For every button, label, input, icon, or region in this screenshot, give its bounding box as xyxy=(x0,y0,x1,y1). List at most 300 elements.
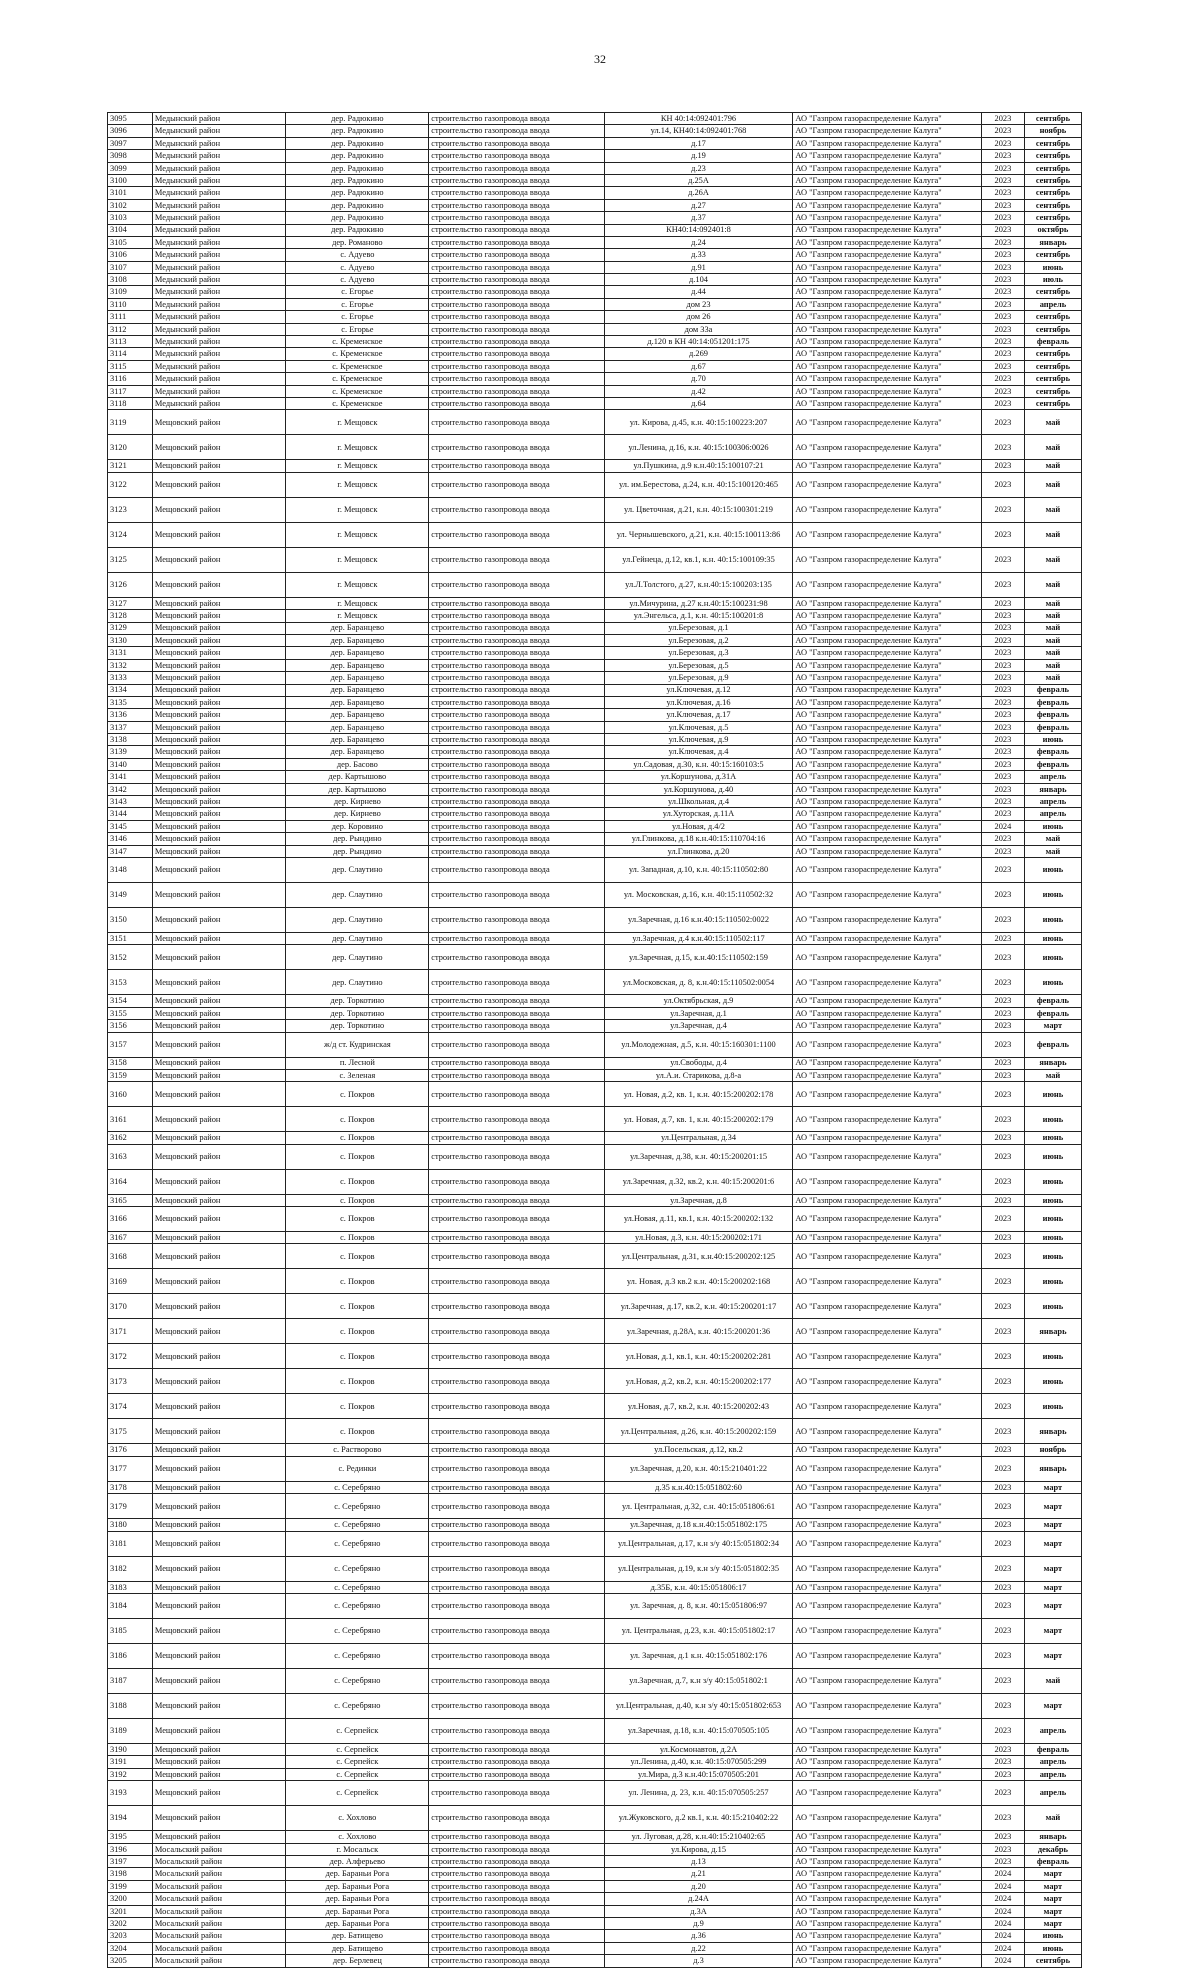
table-row xyxy=(108,472,1082,497)
work-type-cell: строительство газопровода ввода xyxy=(429,261,604,273)
district-cell: Мещовский район xyxy=(152,1494,286,1519)
address-cell: ул.Заречная, д.1 xyxy=(604,1007,793,1019)
work-type-cell: строительство газопровода ввода xyxy=(429,945,604,970)
address-cell: ул. Луговая, д.28, к.н.40:15:210402:65 xyxy=(604,1831,793,1843)
district-cell: Мещовский район xyxy=(152,1132,286,1144)
month-cell: февраль xyxy=(1024,995,1081,1007)
address-cell: ул.Заречная, д.7, к.н з/у 40:15:051802:1 xyxy=(604,1669,793,1694)
register-body xyxy=(108,113,1082,1968)
year-cell: 2023 xyxy=(982,597,1025,609)
month-cell: февраль xyxy=(1024,746,1081,758)
row-number-cell: 3187 xyxy=(108,1669,153,1694)
month-cell: апрель xyxy=(1024,796,1081,808)
settlement-cell: г. Мещовск xyxy=(286,410,429,435)
work-type-cell: строительство газопровода ввода xyxy=(429,684,604,696)
year-cell: 2023 xyxy=(982,1369,1025,1394)
district-cell: Медынский район xyxy=(152,348,286,360)
organization-cell: АО "Газпром газораспределение Калуга" xyxy=(793,1619,982,1644)
address-cell: д.36 xyxy=(604,1930,793,1942)
settlement-cell: с. Серпейск xyxy=(286,1719,429,1744)
month-cell: сентябрь xyxy=(1024,162,1081,174)
settlement-cell: дер. Радюкино xyxy=(286,150,429,162)
row-number-cell: 3135 xyxy=(108,696,153,708)
district-cell: Медынский район xyxy=(152,125,286,137)
table-row xyxy=(108,323,1082,335)
address-cell: д.24А xyxy=(604,1893,793,1905)
table-row xyxy=(108,360,1082,372)
year-cell: 2023 xyxy=(982,274,1025,286)
organization-cell: АО "Газпром газораспределение Калуга" xyxy=(793,1232,982,1244)
address-cell: д.17 xyxy=(604,137,793,149)
year-cell: 2023 xyxy=(982,311,1025,323)
work-type-cell: строительство газопровода ввода xyxy=(429,1531,604,1556)
work-type-cell: строительство газопровода ввода xyxy=(429,323,604,335)
work-type-cell: строительство газопровода ввода xyxy=(429,1942,604,1954)
organization-cell: АО "Газпром газораспределение Калуга" xyxy=(793,684,982,696)
organization-cell: АО "Газпром газораспределение Калуга" xyxy=(793,1444,982,1456)
year-cell: 2023 xyxy=(982,746,1025,758)
table-row xyxy=(108,1169,1082,1194)
organization-cell: АО "Газпром газораспределение Калуга" xyxy=(793,286,982,298)
district-cell: Мещовский район xyxy=(152,460,286,472)
district-cell: Мещовский район xyxy=(152,1831,286,1843)
district-cell: Мещовский район xyxy=(152,758,286,770)
table-row xyxy=(108,970,1082,995)
organization-cell: АО "Газпром газораспределение Калуга" xyxy=(793,113,982,125)
table-row xyxy=(108,187,1082,199)
table-row xyxy=(108,1756,1082,1768)
address-cell: ул.Садовая, д.30, к.н. 40:15:160103:5 xyxy=(604,758,793,770)
organization-cell: АО "Газпром газораспределение Калуга" xyxy=(793,734,982,746)
year-cell: 2023 xyxy=(982,137,1025,149)
settlement-cell: с. Серпейск xyxy=(286,1744,429,1756)
settlement-cell: дер. Батищево xyxy=(286,1942,429,1954)
district-cell: Мосальский район xyxy=(152,1930,286,1942)
month-cell: апрель xyxy=(1024,808,1081,820)
organization-cell: АО "Газпром газораспределение Калуга" xyxy=(793,1694,982,1719)
address-cell: д.21 xyxy=(604,1868,793,1880)
table-row xyxy=(108,1893,1082,1905)
work-type-cell: строительство газопровода ввода xyxy=(429,336,604,348)
organization-cell: АО "Газпром газораспределение Калуга" xyxy=(793,882,982,907)
address-cell: ул.Березовая, д.5 xyxy=(604,659,793,671)
work-type-cell: строительство газопровода ввода xyxy=(429,647,604,659)
row-number-cell: 3152 xyxy=(108,945,153,970)
row-number-cell: 3176 xyxy=(108,1444,153,1456)
row-number-cell: 3156 xyxy=(108,1020,153,1032)
district-cell: Мещовский район xyxy=(152,1082,286,1107)
district-cell: Мещовский район xyxy=(152,1369,286,1394)
table-row xyxy=(108,709,1082,721)
table-row xyxy=(108,1369,1082,1394)
month-cell: май xyxy=(1024,610,1081,622)
settlement-cell: дер. Кирнево xyxy=(286,796,429,808)
district-cell: Мещовский район xyxy=(152,1169,286,1194)
settlement-cell: дер. Баранцево xyxy=(286,647,429,659)
year-cell: 2023 xyxy=(982,634,1025,646)
organization-cell: АО "Газпром газораспределение Калуга" xyxy=(793,672,982,684)
row-number-cell: 3169 xyxy=(108,1269,153,1294)
table-row xyxy=(108,1207,1082,1232)
organization-cell: АО "Газпром газораспределение Калуга" xyxy=(793,932,982,944)
year-cell: 2023 xyxy=(982,174,1025,186)
table-row xyxy=(108,1669,1082,1694)
table-row xyxy=(108,435,1082,460)
year-cell: 2023 xyxy=(982,1082,1025,1107)
work-type-cell: строительство газопровода ввода xyxy=(429,1556,604,1581)
address-cell: ул.Заречная, д.20, к.н. 40:15:210401:22 xyxy=(604,1456,793,1481)
row-number-cell: 3174 xyxy=(108,1394,153,1419)
month-cell: июнь xyxy=(1024,1244,1081,1269)
organization-cell: АО "Газпром газораспределение Калуга" xyxy=(793,647,982,659)
row-number-cell: 3136 xyxy=(108,709,153,721)
organization-cell: АО "Газпром газораспределение Калуга" xyxy=(793,1344,982,1369)
table-row xyxy=(108,286,1082,298)
settlement-cell: с. Покров xyxy=(286,1082,429,1107)
table-row xyxy=(108,945,1082,970)
table-row xyxy=(108,820,1082,832)
row-number-cell: 3155 xyxy=(108,1007,153,1019)
month-cell: январь xyxy=(1024,783,1081,795)
district-cell: Медынский район xyxy=(152,385,286,397)
settlement-cell: дер. Слаутино xyxy=(286,932,429,944)
settlement-cell: с. Серебряно xyxy=(286,1594,429,1619)
address-cell: ул.Заречная, д.18 к.н.40:15:051802:175 xyxy=(604,1519,793,1531)
district-cell: Мещовский район xyxy=(152,1581,286,1593)
row-number-cell: 3123 xyxy=(108,497,153,522)
settlement-cell: дер. Берлевец xyxy=(286,1955,429,1967)
organization-cell: АО "Газпром газораспределение Калуга" xyxy=(793,721,982,733)
settlement-cell: с. Серебряно xyxy=(286,1481,429,1493)
row-number-cell: 3137 xyxy=(108,721,153,733)
address-cell: ул.Березовая, д.2 xyxy=(604,634,793,646)
work-type-cell: строительство газопровода ввода xyxy=(429,274,604,286)
month-cell: март xyxy=(1024,1917,1081,1929)
address-cell: д.33 xyxy=(604,249,793,261)
organization-cell: АО "Газпром газораспределение Калуга" xyxy=(793,1930,982,1942)
month-cell: сентябрь xyxy=(1024,311,1081,323)
table-row xyxy=(108,1955,1082,1967)
address-cell: ул. Центральная, д.23, к.н. 40:15:051802:17 xyxy=(604,1619,793,1644)
district-cell: Медынский район xyxy=(152,113,286,125)
settlement-cell: п. Лесной xyxy=(286,1057,429,1069)
work-type-cell: строительство газопровода ввода xyxy=(429,199,604,211)
work-type-cell: строительство газопровода ввода xyxy=(429,1868,604,1880)
settlement-cell: с. Серебряно xyxy=(286,1556,429,1581)
work-type-cell: строительство газопровода ввода xyxy=(429,1107,604,1132)
work-type-cell: строительство газопровода ввода xyxy=(429,1768,604,1780)
row-number-cell: 3198 xyxy=(108,1868,153,1880)
table-row xyxy=(108,1781,1082,1806)
district-cell: Мосальский район xyxy=(152,1905,286,1917)
organization-cell: АО "Газпром газораспределение Калуга" xyxy=(793,1207,982,1232)
work-type-cell: строительство газопровода ввода xyxy=(429,212,604,224)
year-cell: 2024 xyxy=(982,1893,1025,1905)
year-cell: 2023 xyxy=(982,1107,1025,1132)
month-cell: июнь xyxy=(1024,907,1081,932)
district-cell: Мещовский район xyxy=(152,610,286,622)
row-number-cell: 3166 xyxy=(108,1207,153,1232)
settlement-cell: с. Хохлово xyxy=(286,1806,429,1831)
address-cell: ул.Центральная, д.17, к.н з/у 40:15:051802:34 xyxy=(604,1531,793,1556)
row-number-cell: 3129 xyxy=(108,622,153,634)
work-type-cell: строительство газопровода ввода xyxy=(429,385,604,397)
row-number-cell: 3111 xyxy=(108,311,153,323)
work-type-cell: строительство газопровода ввода xyxy=(429,125,604,137)
address-cell: д.91 xyxy=(604,261,793,273)
table-row xyxy=(108,1269,1082,1294)
row-number-cell: 3098 xyxy=(108,150,153,162)
month-cell: февраль xyxy=(1024,1744,1081,1756)
row-number-cell: 3182 xyxy=(108,1556,153,1581)
address-cell: ул.Ленина, д.40, к.н. 40:15:070505:299 xyxy=(604,1756,793,1768)
table-row xyxy=(108,907,1082,932)
organization-cell: АО "Газпром газораспределение Калуга" xyxy=(793,150,982,162)
year-cell: 2023 xyxy=(982,1394,1025,1419)
work-type-cell: строительство газопровода ввода xyxy=(429,1444,604,1456)
district-cell: Медынский район xyxy=(152,174,286,186)
table-row xyxy=(108,1344,1082,1369)
settlement-cell: с. Кременское xyxy=(286,348,429,360)
table-row xyxy=(108,771,1082,783)
work-type-cell: строительство газопровода ввода xyxy=(429,1893,604,1905)
settlement-cell: с. Серпейск xyxy=(286,1781,429,1806)
work-type-cell: строительство газопровода ввода xyxy=(429,1843,604,1855)
district-cell: Мещовский район xyxy=(152,1419,286,1444)
month-cell: июнь xyxy=(1024,1344,1081,1369)
organization-cell: АО "Газпром газораспределение Калуга" xyxy=(793,397,982,409)
organization-cell: АО "Газпром газораспределение Калуга" xyxy=(793,224,982,236)
row-number-cell: 3175 xyxy=(108,1419,153,1444)
settlement-cell: с. Хохлово xyxy=(286,1831,429,1843)
month-cell: май xyxy=(1024,1669,1081,1694)
district-cell: Мещовский район xyxy=(152,696,286,708)
organization-cell: АО "Газпром газораспределение Калуга" xyxy=(793,746,982,758)
address-cell: ул.Новая, д.4/2 xyxy=(604,820,793,832)
work-type-cell: строительство газопровода ввода xyxy=(429,1194,604,1206)
month-cell: март xyxy=(1024,1619,1081,1644)
row-number-cell: 3132 xyxy=(108,659,153,671)
settlement-cell: дер. Картышово xyxy=(286,771,429,783)
year-cell: 2023 xyxy=(982,348,1025,360)
work-type-cell: строительство газопровода ввода xyxy=(429,622,604,634)
organization-cell: АО "Газпром газораспределение Калуга" xyxy=(793,696,982,708)
organization-cell: АО "Газпром газораспределение Калуга" xyxy=(793,1744,982,1756)
table-row xyxy=(108,162,1082,174)
address-cell: КН 40:14:092401:796 xyxy=(604,113,793,125)
table-row xyxy=(108,150,1082,162)
year-cell: 2023 xyxy=(982,1519,1025,1531)
settlement-cell: ж/д ст. Кудринская xyxy=(286,1032,429,1057)
month-cell: сентябрь xyxy=(1024,150,1081,162)
row-number-cell: 3158 xyxy=(108,1057,153,1069)
settlement-cell: дер. Радюкино xyxy=(286,137,429,149)
table-row xyxy=(108,348,1082,360)
settlement-cell: с. Серебряно xyxy=(286,1644,429,1669)
year-cell: 2023 xyxy=(982,373,1025,385)
table-row xyxy=(108,1294,1082,1319)
work-type-cell: строительство газопровода ввода xyxy=(429,995,604,1007)
district-cell: Мещовский район xyxy=(152,808,286,820)
organization-cell: АО "Газпром газораспределение Калуга" xyxy=(793,783,982,795)
row-number-cell: 3117 xyxy=(108,385,153,397)
district-cell: Мещовский район xyxy=(152,783,286,795)
year-cell: 2023 xyxy=(982,758,1025,770)
district-cell: Медынский район xyxy=(152,261,286,273)
year-cell: 2023 xyxy=(982,1132,1025,1144)
year-cell: 2023 xyxy=(982,385,1025,397)
address-cell: ул.Березовая, д.3 xyxy=(604,647,793,659)
district-cell: Мещовский район xyxy=(152,410,286,435)
table-row xyxy=(108,845,1082,857)
settlement-cell: с. Покров xyxy=(286,1394,429,1419)
year-cell: 2023 xyxy=(982,1294,1025,1319)
month-cell: июнь xyxy=(1024,1394,1081,1419)
work-type-cell: строительство газопровода ввода xyxy=(429,1144,604,1169)
address-cell: ул.Мира, д.3 к.н.40:15:070505:201 xyxy=(604,1768,793,1780)
address-cell: ул.Заречная, д.32, кв.2, к.н. 40:15:200201:6 xyxy=(604,1169,793,1194)
organization-cell: АО "Газпром газораспределение Калуга" xyxy=(793,820,982,832)
work-type-cell: строительство газопровода ввода xyxy=(429,1594,604,1619)
year-cell: 2023 xyxy=(982,783,1025,795)
work-type-cell: строительство газопровода ввода xyxy=(429,1744,604,1756)
row-number-cell: 3183 xyxy=(108,1581,153,1593)
work-type-cell: строительство газопровода ввода xyxy=(429,1905,604,1917)
organization-cell: АО "Газпром газораспределение Калуга" xyxy=(793,1781,982,1806)
row-number-cell: 3120 xyxy=(108,435,153,460)
district-cell: Мещовский район xyxy=(152,472,286,497)
month-cell: июнь xyxy=(1024,820,1081,832)
year-cell: 2023 xyxy=(982,1444,1025,1456)
month-cell: июнь xyxy=(1024,882,1081,907)
table-row xyxy=(108,137,1082,149)
work-type-cell: строительство газопровода ввода xyxy=(429,1644,604,1669)
district-cell: Мещовский район xyxy=(152,796,286,808)
organization-cell: АО "Газпром газораспределение Калуга" xyxy=(793,1057,982,1069)
settlement-cell: дер. Торкотино xyxy=(286,1020,429,1032)
organization-cell: АО "Газпром газораспределение Калуга" xyxy=(793,1194,982,1206)
row-number-cell: 3165 xyxy=(108,1194,153,1206)
settlement-cell: г. Мещовск xyxy=(286,547,429,572)
row-number-cell: 3105 xyxy=(108,236,153,248)
month-cell: февраль xyxy=(1024,721,1081,733)
row-number-cell: 3163 xyxy=(108,1144,153,1169)
district-cell: Мещовский район xyxy=(152,647,286,659)
row-number-cell: 3189 xyxy=(108,1719,153,1744)
organization-cell: АО "Газпром газораспределение Калуга" xyxy=(793,610,982,622)
organization-cell: АО "Газпром газораспределение Калуга" xyxy=(793,1868,982,1880)
month-cell: май xyxy=(1024,622,1081,634)
work-type-cell: строительство газопровода ввода xyxy=(429,1082,604,1107)
work-type-cell: строительство газопровода ввода xyxy=(429,460,604,472)
month-cell: апрель xyxy=(1024,1768,1081,1780)
month-cell: март xyxy=(1024,1893,1081,1905)
organization-cell: АО "Газпром газораспределение Калуга" xyxy=(793,125,982,137)
table-row xyxy=(108,311,1082,323)
table-row xyxy=(108,1244,1082,1269)
table-row xyxy=(108,1394,1082,1419)
table-row xyxy=(108,212,1082,224)
row-number-cell: 3193 xyxy=(108,1781,153,1806)
row-number-cell: 3196 xyxy=(108,1843,153,1855)
row-number-cell: 3122 xyxy=(108,472,153,497)
organization-cell: АО "Газпром газораспределение Калуга" xyxy=(793,945,982,970)
table-row xyxy=(108,199,1082,211)
year-cell: 2023 xyxy=(982,212,1025,224)
address-cell: ул.Ключевая, д.4 xyxy=(604,746,793,758)
work-type-cell: строительство газопровода ввода xyxy=(429,932,604,944)
district-cell: Мещовский район xyxy=(152,833,286,845)
month-cell: июнь xyxy=(1024,1082,1081,1107)
year-cell: 2024 xyxy=(982,1942,1025,1954)
year-cell: 2023 xyxy=(982,796,1025,808)
year-cell: 2023 xyxy=(982,1319,1025,1344)
settlement-cell: с. Егорье xyxy=(286,298,429,310)
month-cell: май xyxy=(1024,522,1081,547)
month-cell: март xyxy=(1024,1868,1081,1880)
work-type-cell: строительство газопровода ввода xyxy=(429,659,604,671)
address-cell: д.13 xyxy=(604,1856,793,1868)
district-cell: Медынский район xyxy=(152,224,286,236)
year-cell: 2024 xyxy=(982,1930,1025,1942)
organization-cell: АО "Газпром газораспределение Калуга" xyxy=(793,174,982,186)
row-number-cell: 3121 xyxy=(108,460,153,472)
register-sheet xyxy=(107,112,1082,1968)
year-cell: 2024 xyxy=(982,1955,1025,1967)
month-cell: июнь xyxy=(1024,261,1081,273)
work-type-cell: строительство газопровода ввода xyxy=(429,236,604,248)
month-cell: февраль xyxy=(1024,1032,1081,1057)
work-type-cell: строительство газопровода ввода xyxy=(429,1007,604,1019)
month-cell: март xyxy=(1024,1481,1081,1493)
month-cell: март xyxy=(1024,1905,1081,1917)
district-cell: Мещовский район xyxy=(152,970,286,995)
address-cell: ул.Березовая, д.1 xyxy=(604,622,793,634)
settlement-cell: с. Серебряно xyxy=(286,1531,429,1556)
settlement-cell: с. Серебряно xyxy=(286,1669,429,1694)
settlement-cell: г. Мещовск xyxy=(286,572,429,597)
work-type-cell: строительство газопровода ввода xyxy=(429,547,604,572)
district-cell: Мещовский район xyxy=(152,1020,286,1032)
year-cell: 2024 xyxy=(982,1868,1025,1880)
district-cell: Мещовский район xyxy=(152,1007,286,1019)
district-cell: Мещовский район xyxy=(152,1207,286,1232)
district-cell: Мещовский район xyxy=(152,1244,286,1269)
table-row xyxy=(108,1619,1082,1644)
row-number-cell: 3108 xyxy=(108,274,153,286)
settlement-cell: с. Рединки xyxy=(286,1456,429,1481)
table-row xyxy=(108,373,1082,385)
month-cell: сентябрь xyxy=(1024,212,1081,224)
address-cell: ул. Цветочная, д.21, к.н. 40:15:100301:219 xyxy=(604,497,793,522)
year-cell: 2023 xyxy=(982,970,1025,995)
work-type-cell: строительство газопровода ввода xyxy=(429,1020,604,1032)
work-type-cell: строительство газопровода ввода xyxy=(429,150,604,162)
year-cell: 2023 xyxy=(982,808,1025,820)
district-cell: Мещовский район xyxy=(152,1744,286,1756)
table-row xyxy=(108,1444,1082,1456)
row-number-cell: 3171 xyxy=(108,1319,153,1344)
year-cell: 2023 xyxy=(982,647,1025,659)
year-cell: 2023 xyxy=(982,547,1025,572)
district-cell: Мосальский район xyxy=(152,1893,286,1905)
work-type-cell: строительство газопровода ввода xyxy=(429,771,604,783)
settlement-cell: дер. Алферьево xyxy=(286,1856,429,1868)
row-number-cell: 3177 xyxy=(108,1456,153,1481)
month-cell: январь xyxy=(1024,1057,1081,1069)
organization-cell: АО "Газпром газораспределение Калуга" xyxy=(793,1531,982,1556)
year-cell: 2023 xyxy=(982,1768,1025,1780)
